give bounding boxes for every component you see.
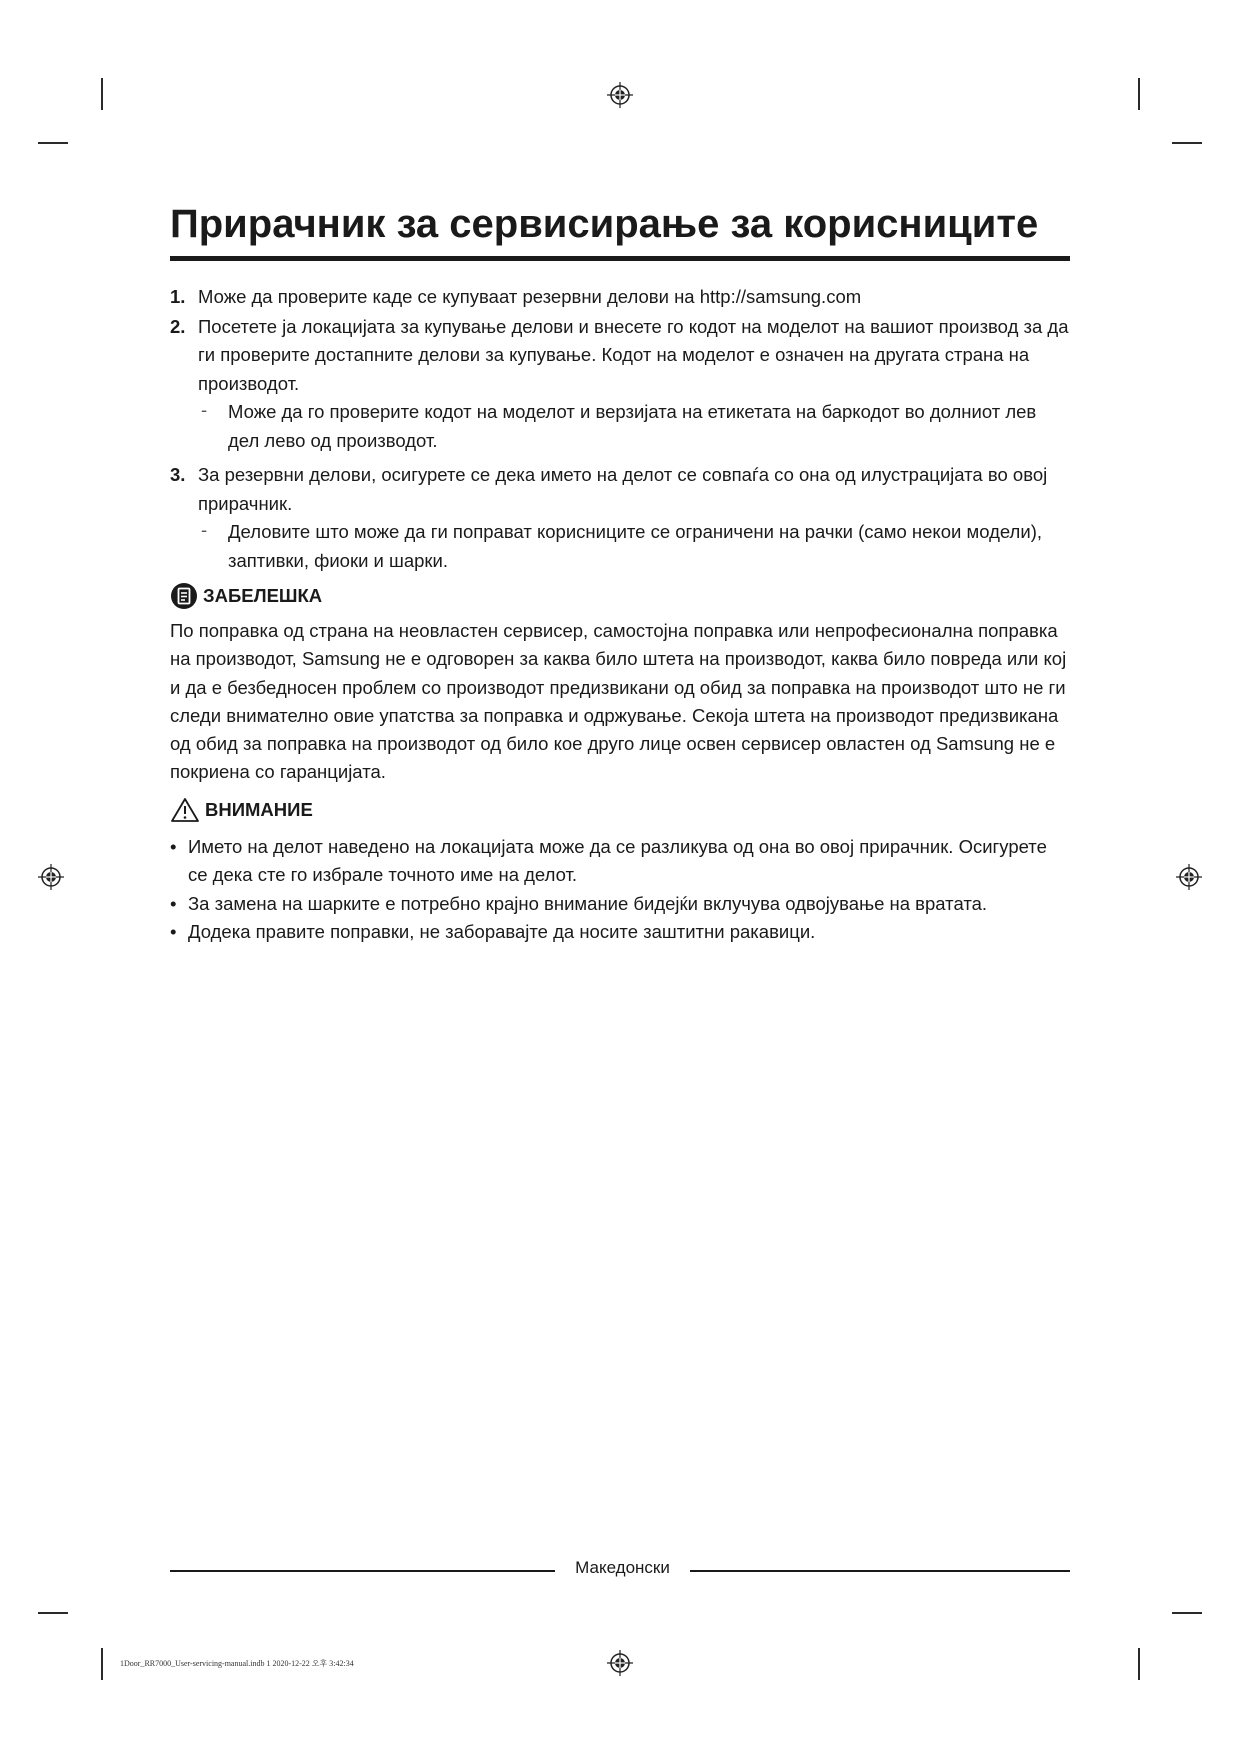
bullet-text: Името на делот наведено на локацијата може да се разликува од она во овој прирачник. Осигурете се дека сте го избрале точното име на делот. [188, 835, 1047, 886]
registration-mark-icon [1176, 864, 1202, 890]
sub-list [198, 398, 1070, 455]
caution-heading-text: ВНИМАНИЕ [205, 798, 313, 820]
warning-icon [170, 796, 200, 824]
step-text: Посетете ја локацијата за купување делови и внесете го кодот на моделот на вашиот производ за да ги проверите достапните делови за купување. Кодот на моделот е означен на другата страна на производот. [198, 315, 1069, 394]
step-text: Може да проверите каде се купуваат резервни делови на http://samsung.com [198, 286, 862, 307]
step-number: 1. [170, 286, 186, 307]
bullet-text: Додека правите поправки, не заборавајте да носите заштитни ракавици. [188, 921, 816, 943]
page-title: Прирачник за сервисирање за корисниците [170, 202, 1039, 246]
sub-list-item: - Може да го проверите кодот на моделот и верзијата на етикетата на баркодот во долниот лев дел лево од производот. [201, 399, 1037, 451]
list-item: • Додека правите поправки, не заборавајте да носите заштитни ракавици. [170, 921, 816, 943]
registration-mark-icon [607, 1650, 633, 1676]
note-icon [170, 582, 198, 610]
sub-item-text: Деловите што може да ги поправат корисниците се ограничени на рачки (само некои модели), заптивки, фиоки и шарки. [228, 521, 1042, 571]
sub-list-item: - Деловите што може да ги поправат корисниците се ограничени на рачки (само некои модели), заптивки, фиоки и шарки. [201, 519, 1042, 571]
caution-list [170, 833, 1070, 947]
note-paragraph: По поправка од страна на неовластен сервисер, самостојна поправка или непрофесионална поправка на производот, Samsung не е одговорен за каква било штета на производот, каква било повреда или кој и да е безбедносен проблем со производот предизвикани од обид за поправка на производот што не ги следи внимателно овие упатства за поправка и одржување. Секоја штета на производот предизвикана од обид за поправка на производот од било кое друго лице освен сервисер овластен од Samsung не е покриена со гаранцијата. [170, 620, 1067, 783]
title-underline [170, 256, 1070, 261]
crop-mark-top-left-horizontal [38, 142, 68, 144]
crop-mark-top-right-vertical [1138, 78, 1140, 110]
list-item [170, 461, 1070, 575]
steps-list [170, 283, 1070, 575]
crop-mark-bottom-right-horizontal [1172, 1612, 1202, 1614]
note-heading-text: ЗАБЕЛЕШКА [203, 585, 323, 606]
sub-item-text: Може да го проверите кодот на моделот и верзијата на етикетата на баркодот во долниот лев дел лево од производот. [228, 401, 1037, 451]
list-item [170, 283, 1070, 312]
sub-list [198, 518, 1070, 575]
list-item: • За замена на шарките е потребно крајно внимание бидејќи вклучува одвојување на вратата. [170, 892, 988, 914]
page-content [170, 200, 1070, 947]
crop-mark-top-right-horizontal [1172, 142, 1202, 144]
footer-rule-left [170, 1570, 555, 1572]
print-slug: 1Door_RR7000_User-servicing-manual.indb 1 2020-12-22 오후 3:42:34 [120, 1659, 354, 1668]
list-item: • Името на делот наведено на локацијата може да се разликува од она во овој прирачник. Осигурете се дека сте го избрале точното име на делот. [170, 835, 1047, 886]
crop-mark-bottom-right-vertical [1138, 1648, 1140, 1680]
list-item [170, 313, 1070, 456]
crop-mark-top-left-vertical [101, 78, 103, 110]
registration-mark-icon [38, 864, 64, 890]
caution-heading [170, 795, 1070, 825]
step-text: За резервни делови, осигурете се дека името на делот се совпаѓа со она од илустрацијата во овој прирачник. [198, 464, 1048, 514]
step-number: 3. [170, 464, 186, 485]
crop-mark-bottom-left-horizontal [38, 1612, 68, 1614]
footer-language: Македонски [575, 1558, 670, 1577]
registration-mark-icon [607, 82, 633, 108]
crop-mark-bottom-left-vertical [101, 1648, 103, 1680]
footer-rule-right [690, 1570, 1070, 1572]
step-number: 2. [170, 315, 186, 337]
bullet-text: За замена на шарките е потребно крајно внимание бидејќи вклучува одвојување на вратата. [188, 892, 988, 914]
note-heading [170, 581, 1070, 611]
